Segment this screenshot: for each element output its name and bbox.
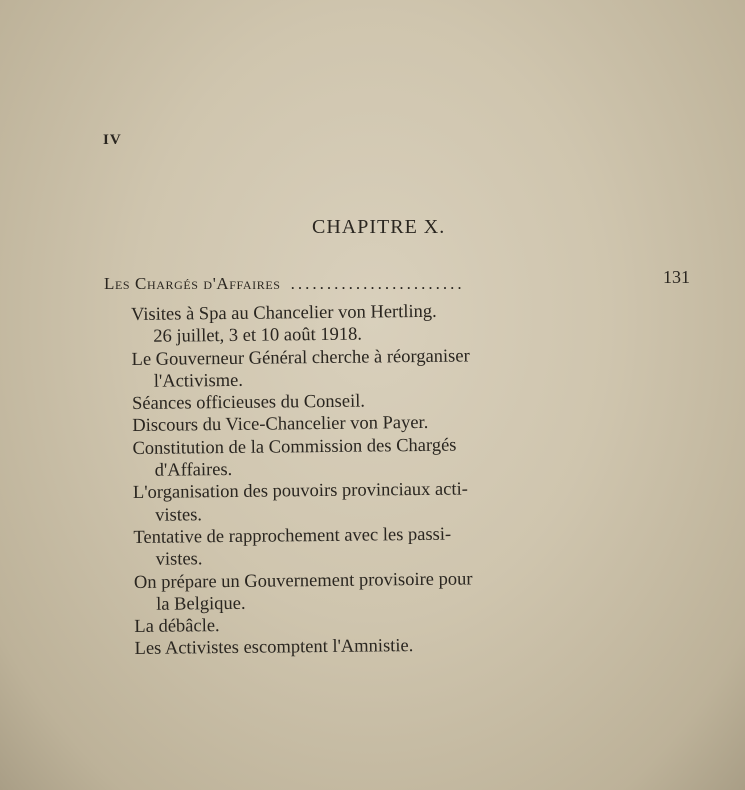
- section-page-number: 131: [663, 267, 690, 287]
- entry-line: Visites à Spa au Chancelier von Hertling.: [131, 301, 437, 325]
- entry-continuation: la Belgique.: [156, 593, 246, 615]
- chapter-title: CHAPITRE X.: [312, 216, 446, 238]
- toc-entry: [133, 477, 643, 527]
- entry-continuation: d'Affaires.: [154, 460, 233, 481]
- section-heading: [104, 267, 690, 294]
- entry-line: Discours du Vice-Chancelier von Payer.: [132, 413, 429, 437]
- toc-entries: [131, 299, 645, 661]
- entry-line: L'organisation des pouvoirs provinciaux acti-: [132, 479, 468, 504]
- page-number: IV: [103, 132, 122, 148]
- entry-continuation: vistes.: [155, 549, 203, 571]
- toc-entry: [131, 343, 641, 393]
- toc-entry: [132, 432, 642, 482]
- entry-line: Le Gouverneur Général cherche à réorganiser: [131, 346, 470, 370]
- section-title: Les Chargés d'Affaires: [104, 274, 281, 293]
- entry-line: Tentative de rapprochement avec les passi-: [133, 524, 452, 548]
- toc-entry: [135, 633, 645, 661]
- entry-line: La débâcle.: [134, 616, 220, 638]
- entry-line: Les Activistes escomptent l'Amnistie.: [134, 636, 414, 660]
- entry-line: On prépare un Gouvernement provisoire pour: [133, 569, 473, 593]
- toc-entry: [133, 522, 643, 572]
- toc-entry: [134, 566, 644, 616]
- entry-continuation: 26 juillet, 3 et 10 août 1918.: [153, 324, 363, 348]
- entry-continuation: vistes.: [155, 504, 203, 526]
- dot-leader: ........................: [290, 274, 465, 293]
- toc-entry: [131, 299, 641, 349]
- entry-line: Séances officieuses du Conseil.: [131, 391, 366, 415]
- entry-continuation: l'Activisme.: [153, 370, 244, 392]
- entry-line: Constitution de la Commission des Chargés: [132, 435, 457, 459]
